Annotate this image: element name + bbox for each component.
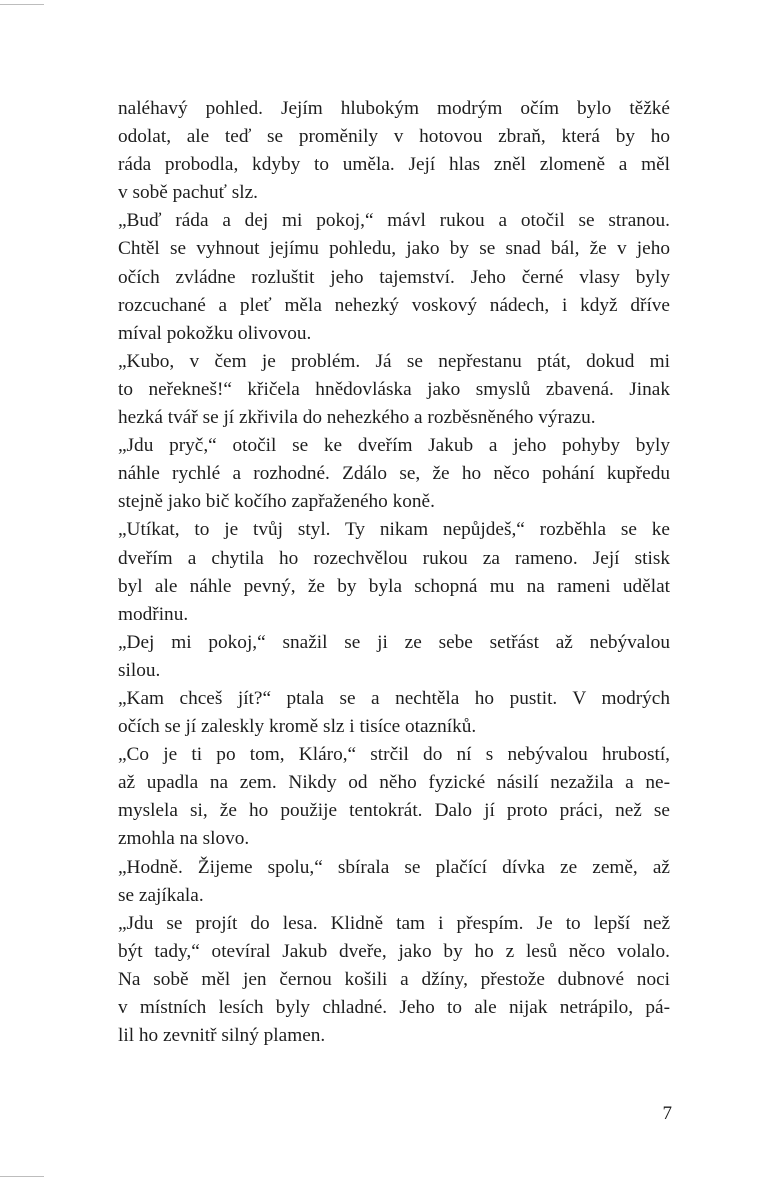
text-line: „Buď ráda a dej mi pokoj,“ mávl rukou a otočil se stranou. — [118, 210, 670, 232]
text-line: „Hodně. Žijeme spolu,“ sbírala se plačící dívka ze země, až — [118, 856, 670, 878]
text-line: myslela si, že ho použije tentokrát. Dalo jí proto práci, než se — [118, 800, 670, 822]
paragraph — [118, 685, 670, 741]
text-line: byl ale náhle pevný, že by byla schopná mu na rameni udělat — [118, 575, 670, 597]
text-line: až upadla na zem. Nikdy od něho fyzické násilí nezažila a ne- — [118, 772, 670, 794]
text-line: se zajíkala. — [118, 884, 204, 906]
text-line: zmohla na slovo. — [118, 828, 250, 850]
text-line: stejně jako bič kočího zapřaženého koně. — [118, 491, 435, 513]
paragraph — [118, 95, 670, 207]
text-line: dveřím a chytila ho rozechvělou rukou za rameno. Její stisk — [118, 547, 670, 569]
page-number: 7 — [662, 1103, 672, 1124]
text-line: „Jdu se projít do lesa. Klidně tam i přespím. Je to lepší než — [118, 912, 670, 934]
text-line: hezká tvář se jí zkřivila do nehezkého a rozběsněného výrazu. — [118, 407, 596, 429]
text-line: silou. — [118, 659, 161, 681]
text-line: očích zvládne rozluštit jeho tajemství. Jeho černé vlasy byly — [118, 266, 670, 288]
text-line: Chtěl se vyhnout jejímu pohledu, jako by se snad bál, že v jeho — [118, 238, 670, 260]
text-line: míval pokožku olivovou. — [118, 322, 312, 344]
text-line: „Utíkat, to je tvůj styl. Ty nikam nepůjdeš,“ rozběhla se ke — [118, 519, 670, 541]
paragraph — [118, 910, 670, 1050]
text-line: modřinu. — [118, 603, 189, 625]
text-line: Na sobě měl jen černou košili a džíny, přestože dubnové noci — [118, 968, 670, 990]
text-line: být tady,“ otevíral Jakub dveře, jako by ho z lesů něco volalo. — [118, 940, 670, 962]
text-line: naléhavý pohled. Jejím hlubokým modrým očím bylo těžké — [118, 98, 670, 119]
text-line: „Dej mi pokoj,“ snažil se ji ze sebe setřást až nebývalou — [118, 631, 670, 653]
text-line: ráda probodla, kdyby to uměla. Její hlas zněl zlomeně a měl — [118, 154, 670, 176]
paragraph — [118, 348, 670, 432]
paragraph — [118, 741, 670, 853]
text-line: „Jdu pryč,“ otočil se ke dveřím Jakub a jeho pohyby byly — [118, 435, 670, 457]
paragraph — [118, 516, 670, 628]
text-line: náhle rychlé a rozhodné. Zdálo se, že ho něco pohání kupředu — [118, 463, 670, 485]
paragraph — [118, 432, 670, 516]
text-line: „Kubo, v čem je problém. Já se nepřestanu ptát, dokud mi — [118, 350, 670, 372]
text-line: v sobě pachuť slz. — [118, 182, 258, 204]
text-line: „Co je ti po tom, Kláro,“ strčil do ní s nebývalou hrubostí, — [118, 744, 670, 766]
body-text — [118, 95, 670, 1050]
paragraph — [118, 854, 670, 910]
text-line: v místních lesích byly chladné. Jeho to ale nijak netrápilo, pá- — [118, 997, 670, 1018]
text-line: odolat, ale teď se proměnily v hotovou zbraň, která by ho — [118, 126, 670, 148]
crop-mark-top — [0, 4, 44, 5]
text-line: očích se jí zaleskly kromě slz i tisíce otazníků. — [118, 716, 477, 738]
text-line: rozcuchané a pleť měla nehezký voskový nádech, i když dříve — [118, 294, 670, 316]
text-line: „Kam chceš jít?“ ptala se a nechtěla ho pustit. V modrých — [118, 687, 670, 709]
paragraph — [118, 207, 670, 347]
crop-mark-bottom — [0, 1176, 44, 1177]
paragraph — [118, 629, 670, 685]
text-line: to neřekneš!“ křičela hnědovláska jako smyslů zbavená. Jinak — [118, 378, 670, 400]
text-line: lil ho zevnitř silný plamen. — [118, 1025, 326, 1047]
